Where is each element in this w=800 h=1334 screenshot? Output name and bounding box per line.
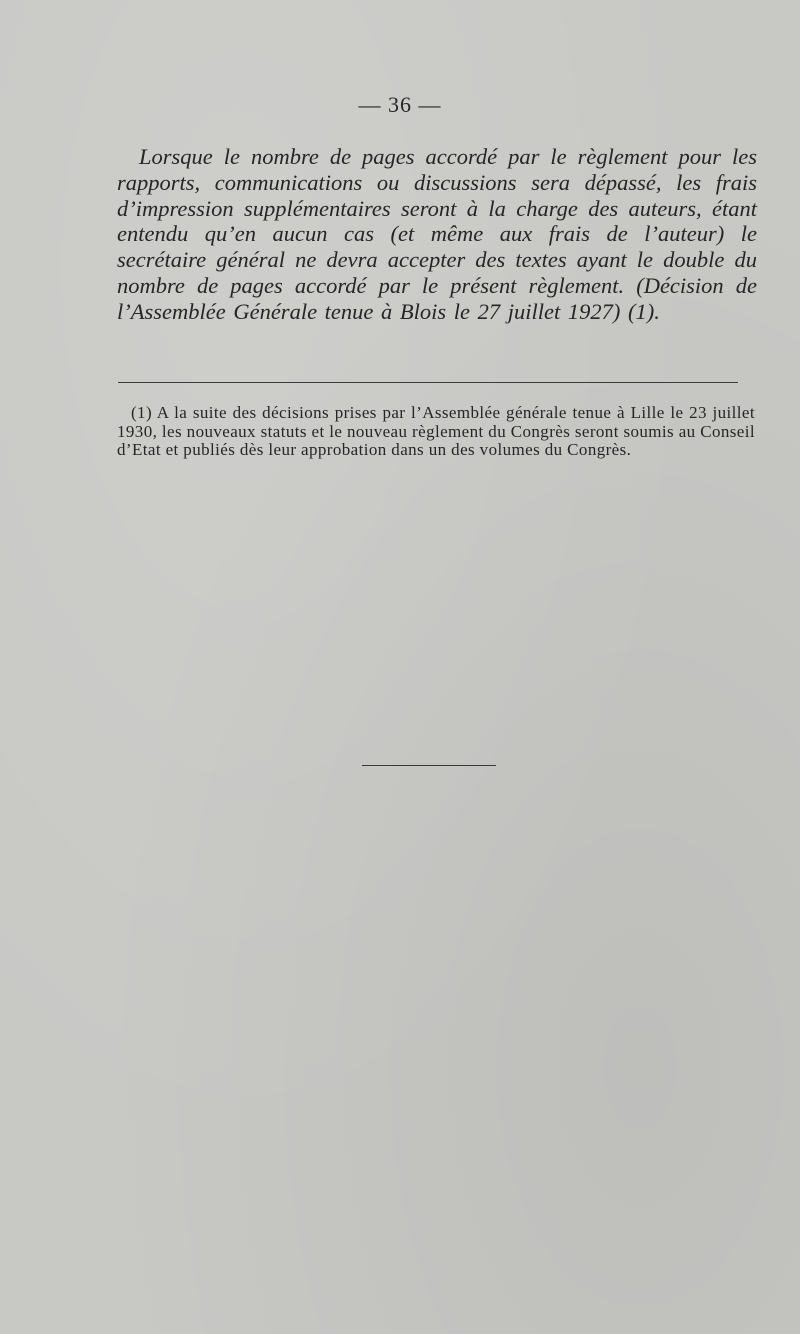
end-rule bbox=[362, 765, 496, 766]
page-number: — 36 — bbox=[358, 92, 442, 117]
footnote: (1) A la suite des décisions prises par l’Assemblée générale tenue à Lille le 23 juillet 1930, les nouveaux statuts et le nouveau règlement du Congrès seront soumis au Conseil d’Etat et publiés dès leur approbation dans un des volumes du Congrès. bbox=[117, 403, 755, 460]
main-paragraph: Lorsque le nombre de pages accordé par le règlement pour les rapports, communications ou discussions sera dépassé, les frais d’impression supplémentaires seront à la charge des auteurs, étant entendu qu’en aucun cas (et même aux frais de l’auteur) le secrétaire général ne devra accepter des textes ayant le double du nombre de pages accordé par le présent règlement. (Décision de l’Assemblée Générale tenue à Blois le 27 juillet 1927) (1). bbox=[117, 144, 757, 324]
footnote-separator bbox=[118, 382, 738, 383]
